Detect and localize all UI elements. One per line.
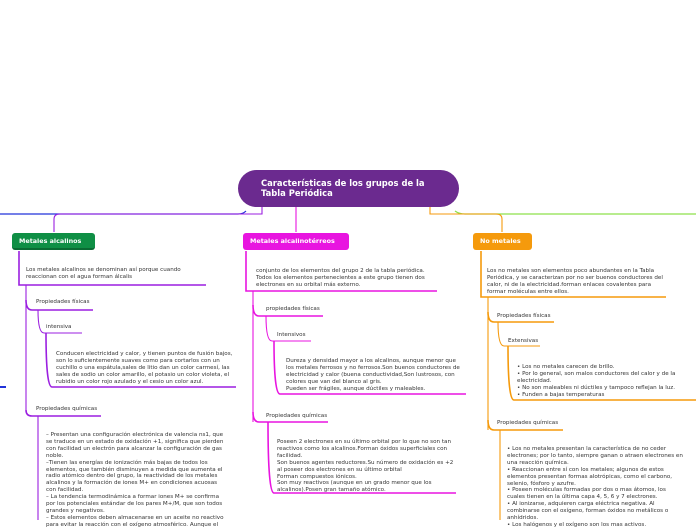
alcalinoterreos-fisicas-label[interactable]: propiedades físicas <box>266 306 320 312</box>
root-topic[interactable]: Características de los grupos de la Tabla Periódica <box>238 170 459 207</box>
alcalinoterreos-intensivos-label[interactable]: Intensivos <box>277 332 306 338</box>
alcalinos-quimicas-label[interactable]: Propiedades químicas <box>36 406 98 412</box>
branch-to-nometales <box>430 207 502 232</box>
alcalinos-fisicas-label[interactable]: Propiedades físicas <box>36 299 90 305</box>
nometales-extensivas-label[interactable]: Extensivas <box>508 338 539 344</box>
nometales-extensivas-text[interactable]: • Los no metales carecen de brillo. • Por lo general, son malos conductores del calor y de la electricidad. • No son maleables ni dúctiles y tampoco reflejan la luz. • Funden a bajas temperaturas <box>517 364 676 398</box>
alcalinoterreos-intro[interactable]: conjunto de los elementos del grupo 2 de la tabla periódica. Todos los elementos pertenecientes a este grupo tienen dos electrones en su orbital más externo. <box>256 268 425 288</box>
alcalinos-quimicas-text[interactable]: – Presentan una configuración electrónica de valencia ns1, que se traduce en un estado de oxidación +1, significa que pierden con facilidad un electrón para alcanzar la configuración de gas noble. –Tienen las energías de ionización más bajas de todos los elementos, que también disminuyen a medida que aumenta el radio atómico dentro del grupo, la reactividad de los metales alcalinos y la formación de iones M+ en condiciones acuosas con facilidad. – La tendencia termodinámica a formar iones M+ se confirma por los potenciales estándar de los pares M+/M, que son todos grandes y negativos. – Estos elementos deben almacenarse en un aceite no reactivo para evitar la reacción con el oxígeno atmosférico. Aunque el <box>46 432 224 528</box>
alcalinos-intensiva-text[interactable]: Conducen electricidad y calor, y tienen puntos de fusión bajos, son lo suficientemente suaves como para cortarlos con un cuchillo o una espátula,sales de litio dan un color carmesí, las sales de sodio un color amarillo, el potasio un color violeta, el rubidio un color rojo azulado y el cesio un color azul. <box>56 351 233 385</box>
alcalinoterreos-quimicas-label[interactable]: Propiedades químicas <box>266 413 328 419</box>
topic-metales-alcalinoterreos[interactable]: Metales alcalinotérreos <box>243 233 349 250</box>
branch-to-alcalinos <box>54 207 262 232</box>
nometales-quimicas-label[interactable]: Propiedades químicas <box>497 420 559 426</box>
topic-metales-alcalinos[interactable]: Metales alcalinos <box>12 233 95 250</box>
alcalinoterreos-intensivos-text[interactable]: Dureza y densidad mayor a los alcalinos, aunque menor que los metales ferrosos y no ferrosos.Son buenos conductores de electricidad y calor (buena conductividad,Son lustrosos, con colores que van del blanco al gris. Pueden ser frágiles, aunque dúctiles y maleables. <box>286 358 460 392</box>
alcalinos-intro[interactable]: Los metales alcalinos se denominan así porque cuando reaccionan con el agua forman álcalis <box>26 267 181 280</box>
nometales-quimicas-text[interactable]: • Los no metales presentan la característica de no ceder electrones; por lo tanto, siempre ganan o atraen electrones en una reacción química. • Reaccionan entre sí con los metales; algunos de estos elementos presentan formas alotrópicas, como el carbono, selenio, fósforo y azufre. • Poseen moléculas formadas por dos o mas átomos, los cuales tienen en la última capa 4, 5, 6 y 7 electrones. • Al ionizarse, adquieren carga eléctrica negativa. Al combinarse con el oxígeno, forman óxidos no metálicos o anhídridos. • Los halógenos y el oxígeno son los mas activos. <box>507 446 683 528</box>
alcalinoterreos-quimicas-text[interactable]: Poseen 2 electrones en su último orbital por lo que no son tan reactivos como los alcalinos.Forman óxidos superficiales con facilidad. Son buenos agentes reductores.Su número de oxidación es +2 al poseer dos electrones en su último orbital Forman compuestos iónicos. Son muy reactivos (aunque en un grado menor que los alcalinos).Posen gran tamaño atómico. <box>277 439 454 494</box>
alcalinos-intensiva-label[interactable]: intensiva <box>46 324 72 330</box>
nometales-fisicas-label[interactable]: Propiedades físicas <box>497 313 551 319</box>
nometales-intro[interactable]: Los no metales son elementos poco abundantes en la Tabla Periódica, y se caracterizan por no ser buenos conductores del calor, ni de la electricidad.forman enlaces covalentes para formar moléculas entre ellos. <box>487 268 663 295</box>
topic-no-metales[interactable]: No metales <box>473 233 532 250</box>
